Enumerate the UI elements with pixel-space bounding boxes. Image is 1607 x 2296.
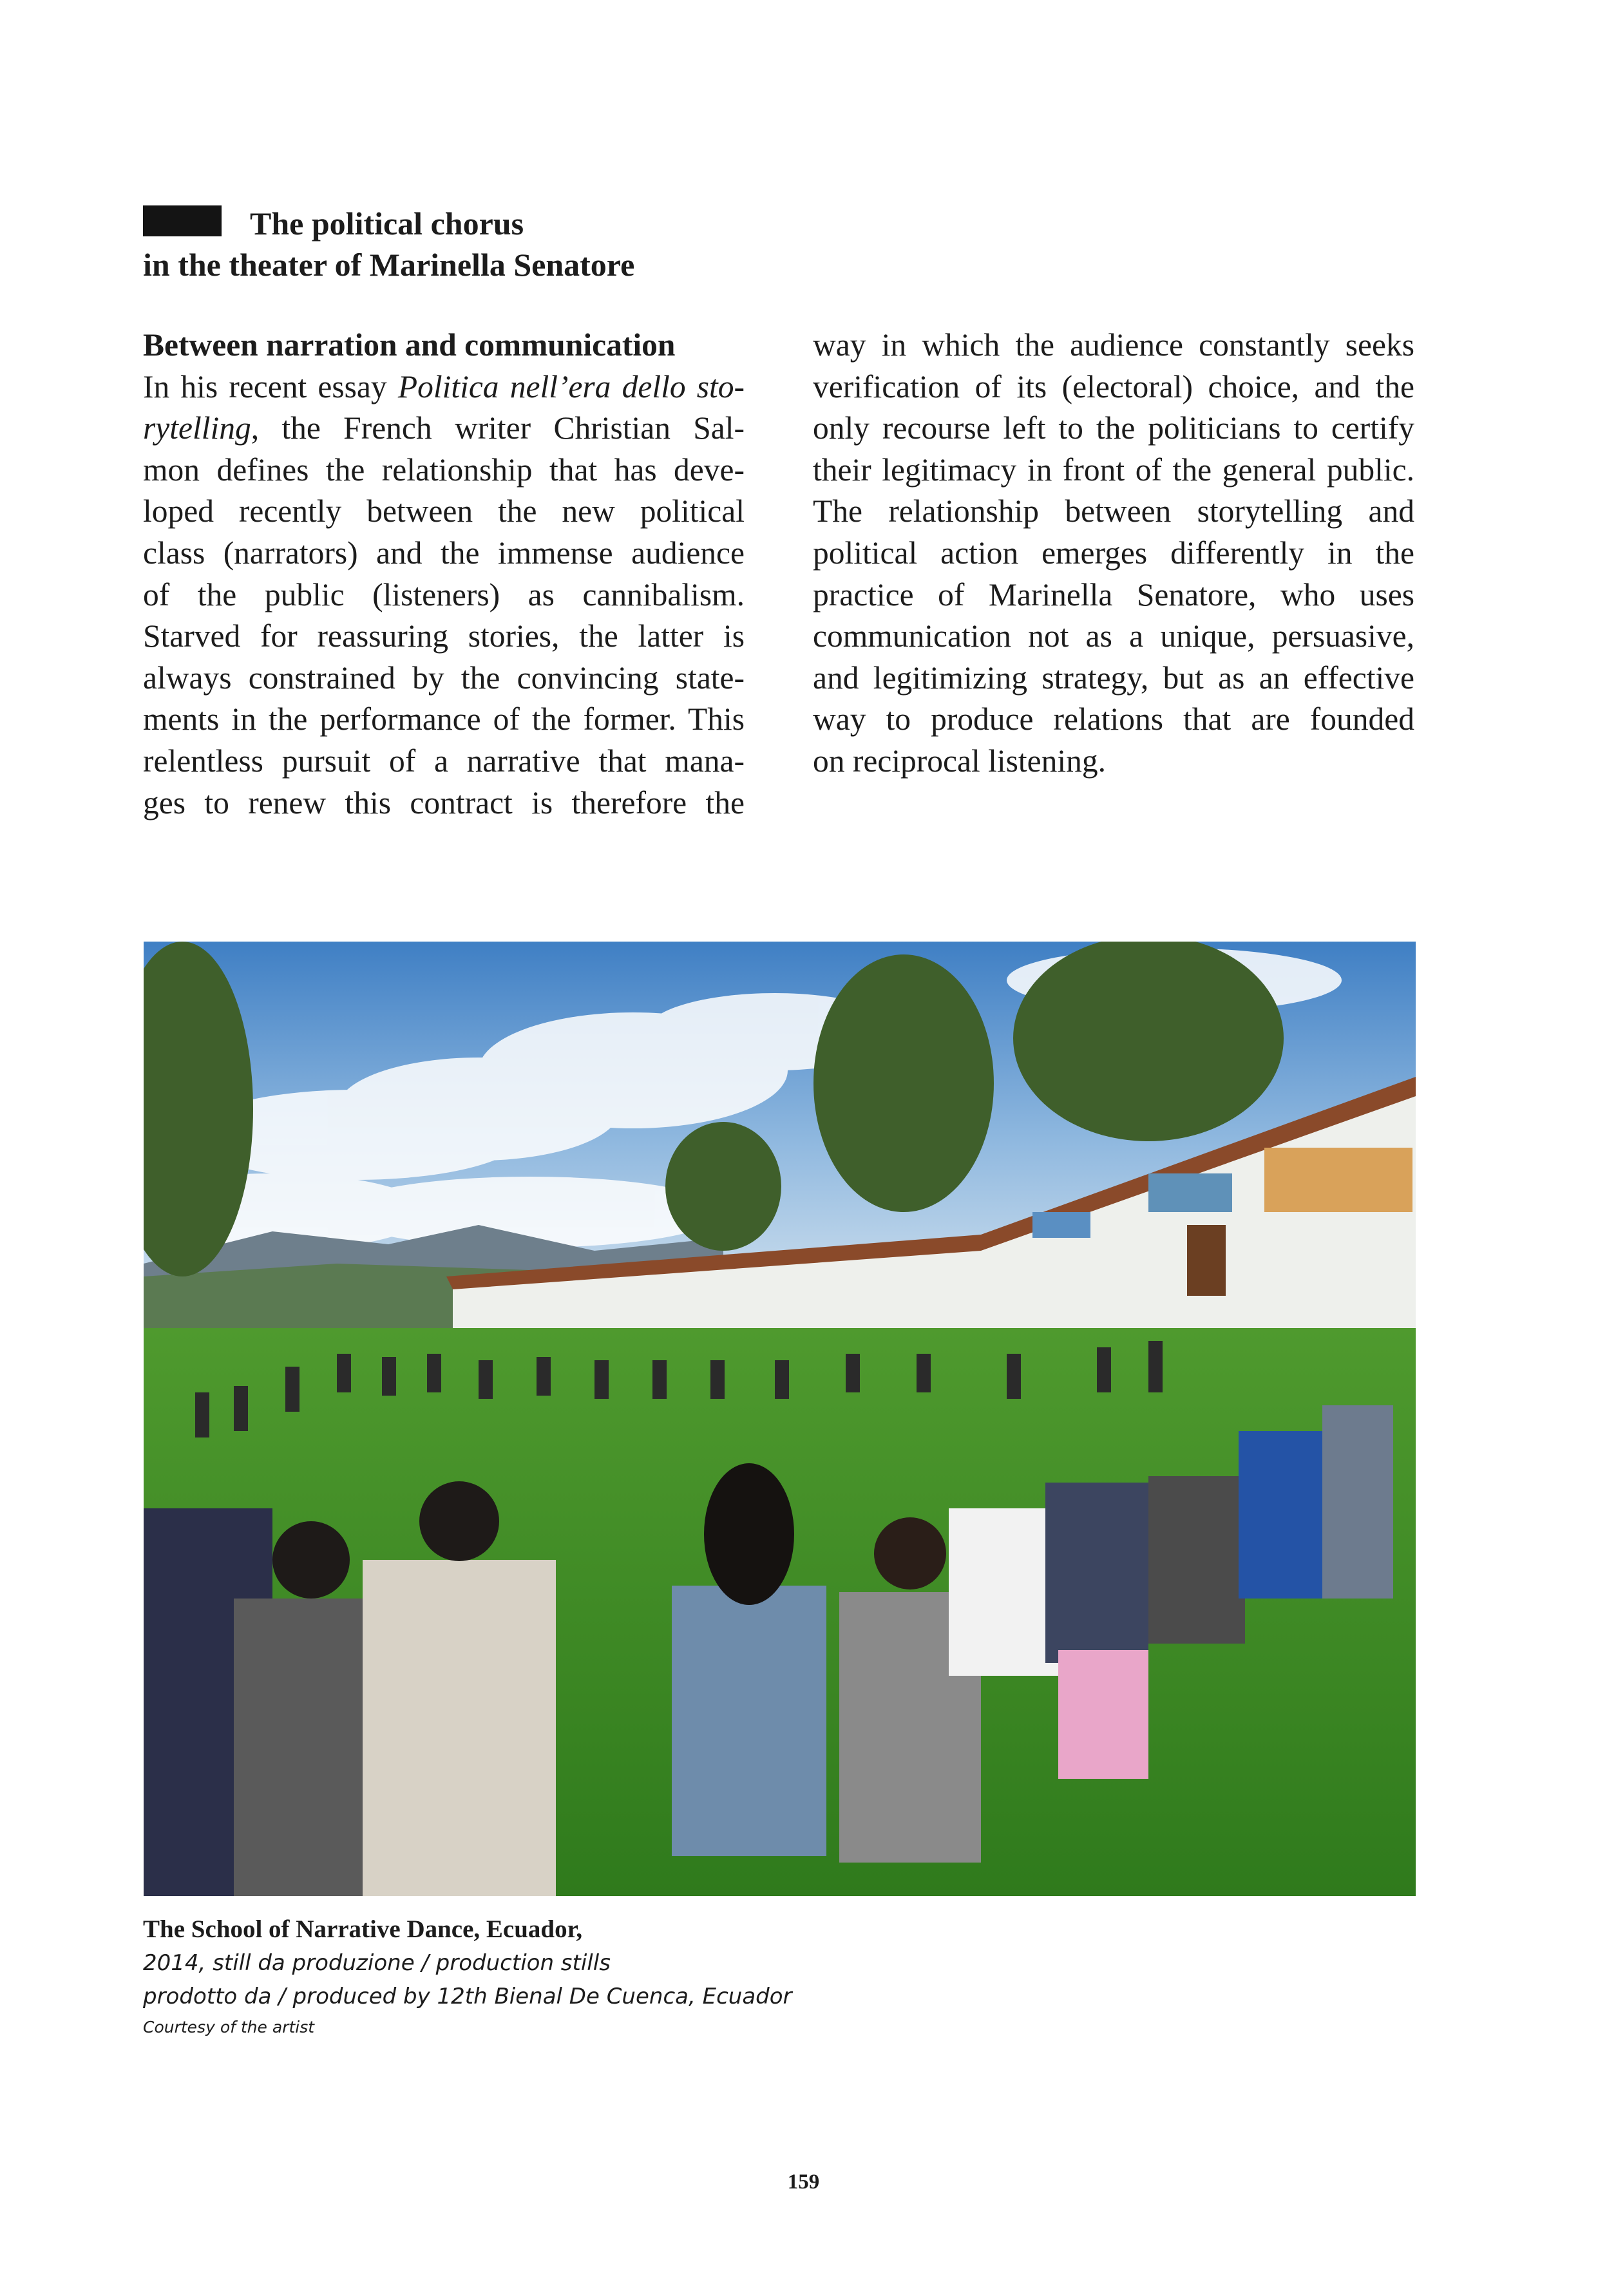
chapter-heading: [143, 203, 851, 285]
text-line: of the public (listeners) as cannibalism.: [143, 576, 745, 612]
heading-line-2: in the theater of Marinella Senatore: [143, 247, 635, 283]
text-line: ges to renew this contract is therefore the: [143, 784, 745, 821]
text-line: always constrained by the convincing state-: [143, 659, 745, 696]
mural-3: [1264, 1148, 1412, 1212]
text-line: ments in the performance of the former. This: [143, 701, 745, 737]
text-line: mon defines the relationship that has deve-: [143, 451, 745, 488]
text-line: Starved for reassuring stories, the latter is: [143, 618, 745, 654]
text-line: communication not as a unique, persuasive,: [813, 618, 1414, 654]
text-column-right: [813, 325, 1414, 783]
text-line: class (narrators) and the immense audience: [143, 535, 745, 571]
text-line: only recourse left to the politicians to certify: [813, 410, 1414, 446]
caption-credit: Courtesy of the artist: [143, 2018, 315, 2036]
caption-production: 2014, still da produzione / production stills: [143, 1950, 611, 1976]
text-line: rytelling, the French writer Christian Sal-: [143, 410, 745, 446]
wooden-door: [1187, 1225, 1226, 1296]
text-line: way in which the audience constantly seeks: [813, 327, 1414, 363]
photo-caption: [143, 1913, 1174, 2042]
essay-title-part2: rytelling: [143, 410, 251, 446]
text-line: practice of Marinella Senatore, who uses: [813, 576, 1414, 612]
text-line: political action emerges differently in the: [813, 535, 1414, 571]
section-subheading: Between narration and communication: [143, 327, 676, 363]
text-line: and legitimizing strategy, but as an effective: [813, 659, 1414, 696]
text-line: relentless pursuit of a narrative that mana-: [143, 743, 745, 779]
mural-2: [1148, 1173, 1232, 1212]
mural-1: [1032, 1212, 1090, 1238]
text-line: their legitimacy in front of the general public.: [813, 451, 1414, 488]
photo-narrative-dance: [144, 942, 1416, 1896]
heading-line-1: The political chorus: [250, 205, 524, 242]
text-line: The relationship between storytelling and: [813, 493, 1414, 529]
caption-producer: prodotto da / produced by 12th Bienal De Cuenca, Ecuador: [143, 1984, 792, 2009]
text-line: In his recent essay Politica nell’era dello sto-: [143, 368, 745, 404]
caption-title: The School of Narrative Dance, Ecuador,: [143, 1915, 583, 1943]
text-line: way to produce relations that are founded: [813, 701, 1414, 737]
text-line: on reciprocal listening.: [813, 743, 1106, 779]
text-line: verification of its (electoral) choice, and the: [813, 368, 1414, 404]
text-column-left: [143, 325, 745, 824]
page-number: 159: [787, 2170, 820, 2194]
text-line: loped recently between the new political: [143, 493, 745, 529]
heading-marker-bar: [143, 205, 222, 236]
essay-title-part1: Politica nell’era dello sto-: [397, 368, 745, 404]
